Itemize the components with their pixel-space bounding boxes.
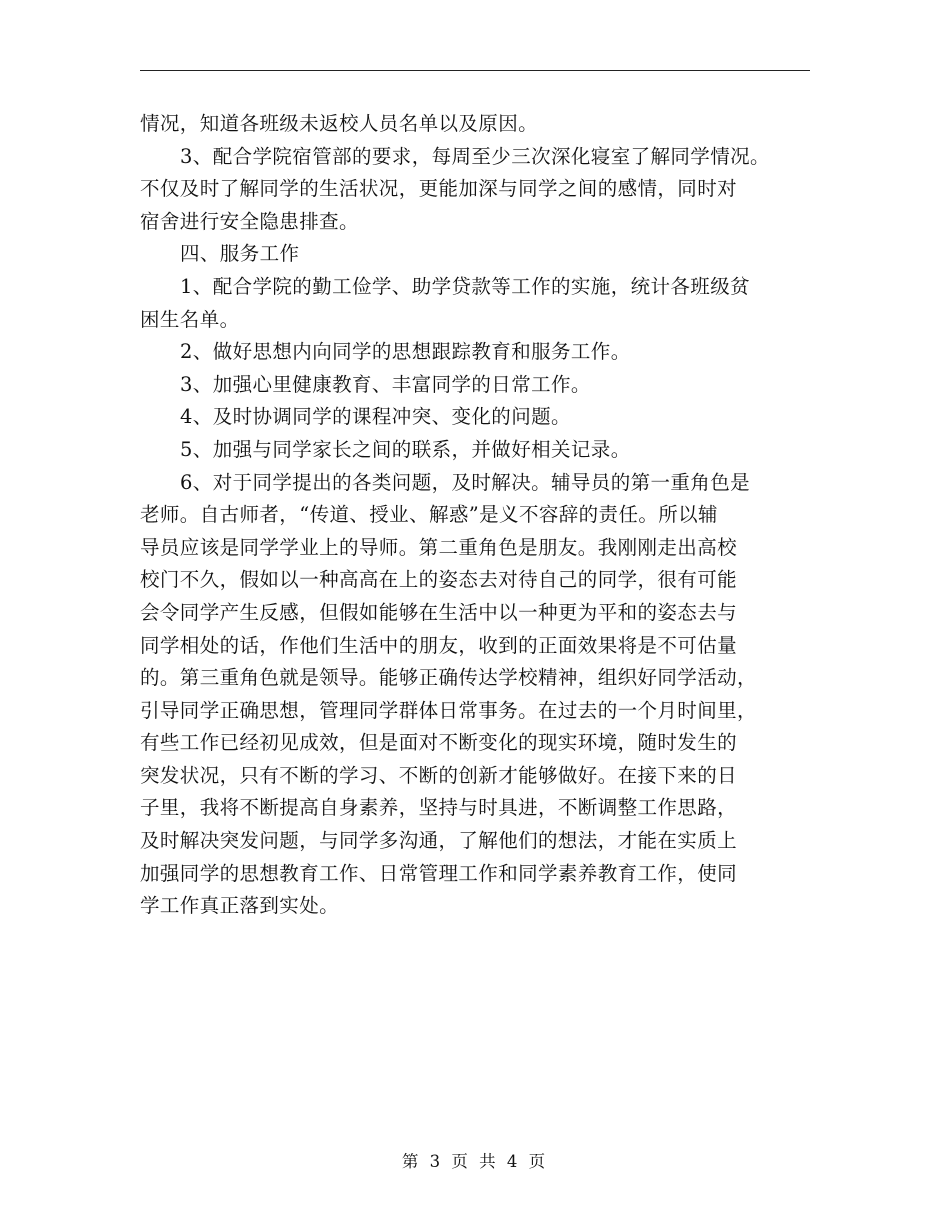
text-line: 宿舍进行安全隐患排查。 (140, 209, 359, 233)
text-line: 导员应该是同学学业上的导师。第二重角色是朋友。我刚刚走出高校 (140, 535, 738, 559)
text-line: 2、做好思想内向同学的思想跟踪教育和服务工作。 (180, 340, 631, 364)
text-line: 情况，知道各班级未返校人员名单以及原因。 (140, 112, 539, 135)
text-line: 四、服务工作 (180, 242, 300, 266)
text-line: 5、加强与同学家长之间的联系，并做好相关记录。 (180, 437, 631, 461)
text-line: 引导同学正确思想，管理同学群体日常事务。在过去的一个月时间里， (140, 698, 757, 722)
text-line: 校门不久，假如以一种高高在上的姿态去对待自己的同学，很有可能 (140, 568, 738, 592)
text-line: 学工作真正落到实处。 (140, 894, 340, 918)
text-line: 及时解决突发问题，与同学多沟通，了解他们的想法，才能在实质上 (140, 829, 738, 853)
text-line: 同学相处的话，作他们生活中的朋友，收到的正面效果将是不可估量 (140, 633, 738, 657)
text-line: 会令同学产生反感，但假如能够在生活中以一种更为平和的姿态去与 (140, 600, 738, 624)
text-line: 加强同学的思想教育工作、日常管理工作和同学素养教育工作，使同 (140, 861, 738, 885)
text-line: 3、加强心里健康教育、丰富同学的日常工作。 (180, 372, 591, 396)
text-line: 的。第三重角色就是领导。能够正确传达学校精神，组织好同学活动， (140, 666, 757, 690)
text-line: 3、配合学院宿管部的要求，每周至少三次深化寝室了解同学情况。 (180, 144, 770, 168)
text-line: 老师。自古师者，“传道、授业、解惑”是义不容辞的责任。所以辅 (140, 503, 718, 527)
header-divider (140, 70, 810, 71)
text-line: 6、对于同学提出的各类问题，及时解决。辅导员的第一重角色是 (180, 470, 751, 494)
body-text (140, 108, 810, 923)
text-line: 4、及时协调同学的课程冲突、变化的问题。 (180, 405, 571, 429)
text-line: 有些工作已经初见成效，但是面对不断变化的现实环境，随时发生的 (140, 731, 738, 755)
text-line: 1、配合学院的勤工俭学、助学贷款等工作的实施，统计各班级贫 (180, 274, 751, 298)
text-line: 突发状况，只有不断的学习、不断的创新才能够做好。在接下来的日 (140, 763, 738, 787)
text-line: 子里，我将不断提高自身素养，坚持与时具进，不断调整工作思路， (140, 796, 738, 820)
page-number-footer: 第 3 页 共 4 页 (401, 1152, 549, 1171)
text-line: 困生名单。 (140, 307, 240, 331)
text-line: 不仅及时了解同学的生活状况，更能加深与同学之间的感情，同时对 (140, 177, 738, 201)
